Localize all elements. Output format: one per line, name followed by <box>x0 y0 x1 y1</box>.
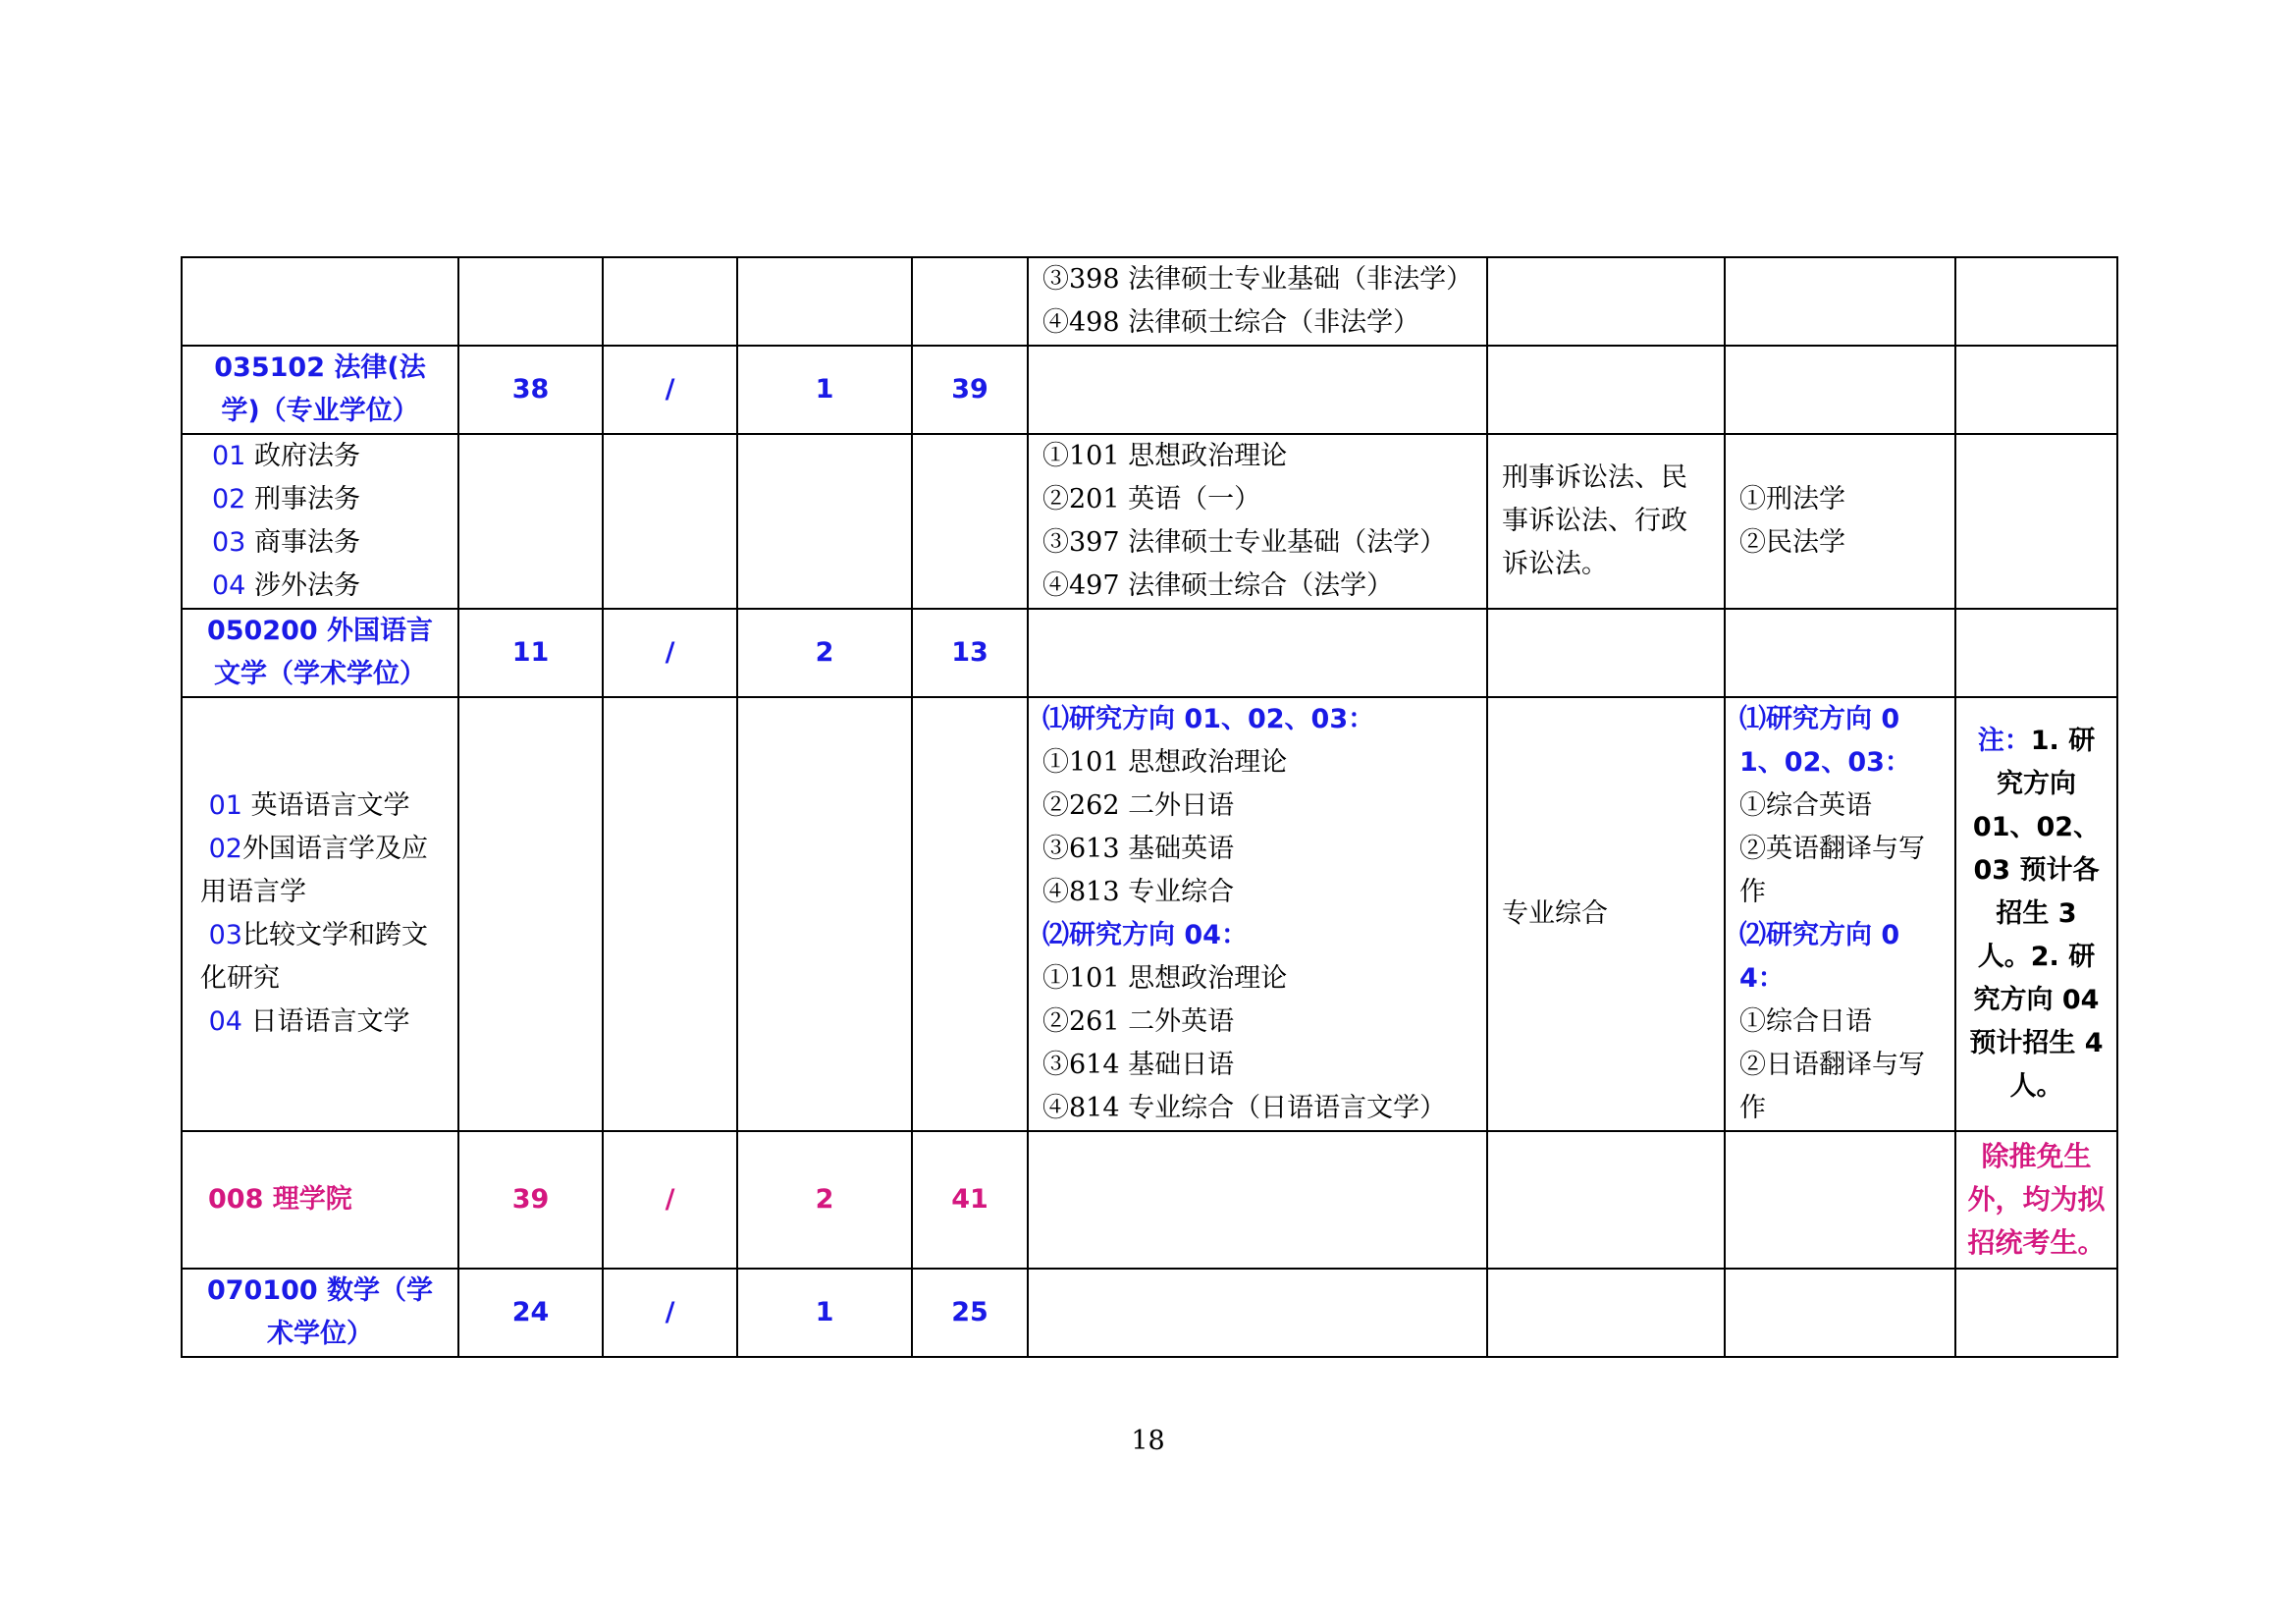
cell-empty <box>1725 1131 1955 1269</box>
directions-cell <box>182 697 458 1131</box>
count-cell: 2 <box>737 1131 912 1269</box>
direction-heading: ⑵研究方向 04： <box>1739 920 1900 994</box>
retest-subjects: 刑事诉讼法、民事诉讼法、行政诉讼法。 <box>1487 434 1725 609</box>
cell-empty <box>1028 346 1487 434</box>
cell-empty <box>1487 1269 1725 1357</box>
exam-subject: ①101 思想政治理论 <box>1042 963 1288 994</box>
exam-subjects-cell <box>1028 257 1487 346</box>
direction-item: 03比较文学和跨文化研究 <box>200 920 428 994</box>
cell-empty <box>912 257 1028 346</box>
equivalent-subjects-cell <box>1725 434 1955 609</box>
count-cell: 2 <box>737 609 912 697</box>
count-cell: 41 <box>912 1131 1028 1269</box>
count-cell: 39 <box>458 1131 603 1269</box>
note-text: 1. 研究方向 01、02、03 预计各招生 3 人。2. 研究方向 04 预计招生 4 人。 <box>1969 726 2104 1102</box>
exam-subject: ④814 专业综合（日语语言文学） <box>1042 1093 1447 1123</box>
cell-empty <box>1028 609 1487 697</box>
count-cell: / <box>603 609 737 697</box>
cell-empty <box>458 434 603 609</box>
exam-subject: ④498 法律硕士综合（非法学） <box>1042 307 1420 338</box>
cell-empty <box>1487 609 1725 697</box>
cell-empty <box>1955 609 2117 697</box>
equivalent-subject: ②日语翻译与写作 <box>1739 1050 1925 1123</box>
note-cell <box>1955 697 2117 1131</box>
exam-subject: ①101 思想政治理论 <box>1042 747 1288 778</box>
note-label: 注： <box>1977 726 2031 756</box>
cell-empty <box>737 434 912 609</box>
cell-empty <box>603 434 737 609</box>
exam-subject: ③614 基础日语 <box>1042 1050 1235 1080</box>
table-row <box>182 697 2117 1131</box>
exam-subject: ④813 专业综合 <box>1042 877 1235 907</box>
cell-empty <box>912 434 1028 609</box>
direction-item: 04 涉外法务 <box>212 570 360 601</box>
count-cell: 38 <box>458 346 603 434</box>
cell-empty <box>912 697 1028 1131</box>
table-row <box>182 257 2117 346</box>
cell-empty <box>1487 257 1725 346</box>
count-cell: / <box>603 346 737 434</box>
cell-empty <box>1955 257 2117 346</box>
exam-subjects-cell <box>1028 697 1487 1131</box>
direction-item: 04 日语语言文学 <box>208 1006 410 1037</box>
table-row <box>182 609 2117 697</box>
exam-subject: ②201 英语（一） <box>1042 484 1261 514</box>
count-cell: 39 <box>912 346 1028 434</box>
major-name: 035102 法律(法学)（专业学位） <box>182 346 458 434</box>
cell-empty <box>737 697 912 1131</box>
count-cell: 25 <box>912 1269 1028 1357</box>
direction-item: 03 商事法务 <box>212 527 360 558</box>
equivalent-subject: ①综合英语 <box>1739 790 1872 821</box>
cell-empty <box>1725 257 1955 346</box>
direction-item: 01 政府法务 <box>212 441 360 471</box>
table-row <box>182 346 2117 434</box>
equivalent-subject: ②英语翻译与写作 <box>1739 834 1925 907</box>
count-cell: 1 <box>737 1269 912 1357</box>
table-row <box>182 1269 2117 1357</box>
cell-empty <box>603 697 737 1131</box>
direction-item: 02外国语言学及应用语言学 <box>200 834 428 907</box>
cell-empty <box>737 257 912 346</box>
count-cell: / <box>603 1269 737 1357</box>
exam-subject: ③613 基础英语 <box>1042 834 1235 864</box>
college-note: 除推免生外，均为拟招统考生。 <box>1955 1131 2117 1269</box>
cell-empty <box>1955 1269 2117 1357</box>
exam-subject: ④497 法律硕士综合（法学） <box>1042 570 1394 601</box>
count-cell: / <box>603 1131 737 1269</box>
college-name: 008 理学院 <box>182 1131 458 1269</box>
cell-empty <box>182 257 458 346</box>
page-number: 18 <box>1131 1426 1165 1456</box>
count-cell: 24 <box>458 1269 603 1357</box>
direction-heading: ⑴研究方向 01、02、03： <box>1739 704 1911 778</box>
equivalent-subject: ①刑法学 <box>1739 484 1845 514</box>
direction-item: 01 英语语言文学 <box>208 790 410 821</box>
equivalent-subject: ②民法学 <box>1739 527 1845 558</box>
count-cell: 13 <box>912 609 1028 697</box>
direction-heading: ⑴研究方向 01、02、03： <box>1042 704 1375 734</box>
cell-empty <box>1487 1131 1725 1269</box>
direction-item: 02 刑事法务 <box>212 484 360 514</box>
cell-empty <box>458 697 603 1131</box>
table-row <box>182 434 2117 609</box>
college-row <box>182 1131 2117 1269</box>
cell-empty <box>1955 346 2117 434</box>
major-name: 070100 数学（学术学位） <box>182 1269 458 1357</box>
cell-empty <box>458 257 603 346</box>
cell-empty <box>1028 1269 1487 1357</box>
direction-heading: ⑵研究方向 04： <box>1042 920 1248 950</box>
cell-empty <box>1487 346 1725 434</box>
count-cell: 1 <box>737 346 912 434</box>
equivalent-subject: ①综合日语 <box>1739 1006 1872 1037</box>
retest-subjects: 专业综合 <box>1487 697 1725 1131</box>
exam-subject: ①101 思想政治理论 <box>1042 441 1288 471</box>
cell-empty <box>1725 609 1955 697</box>
exam-subject: ②261 二外英语 <box>1042 1006 1235 1037</box>
count-cell: 11 <box>458 609 603 697</box>
enrollment-table <box>181 256 2118 1358</box>
equivalent-subjects-cell <box>1725 697 1955 1131</box>
cell-empty <box>1955 434 2117 609</box>
exam-subject: ③398 法律硕士专业基础（非法学） <box>1042 264 1473 295</box>
cell-empty <box>603 257 737 346</box>
exam-subject: ②262 二外日语 <box>1042 790 1235 821</box>
exam-subject: ③397 法律硕士专业基础（法学） <box>1042 527 1447 558</box>
directions-cell <box>182 434 458 609</box>
exam-subjects-cell <box>1028 434 1487 609</box>
major-name: 050200 外国语言文学（学术学位） <box>182 609 458 697</box>
cell-empty <box>1028 1131 1487 1269</box>
cell-empty <box>1725 346 1955 434</box>
cell-empty <box>1725 1269 1955 1357</box>
